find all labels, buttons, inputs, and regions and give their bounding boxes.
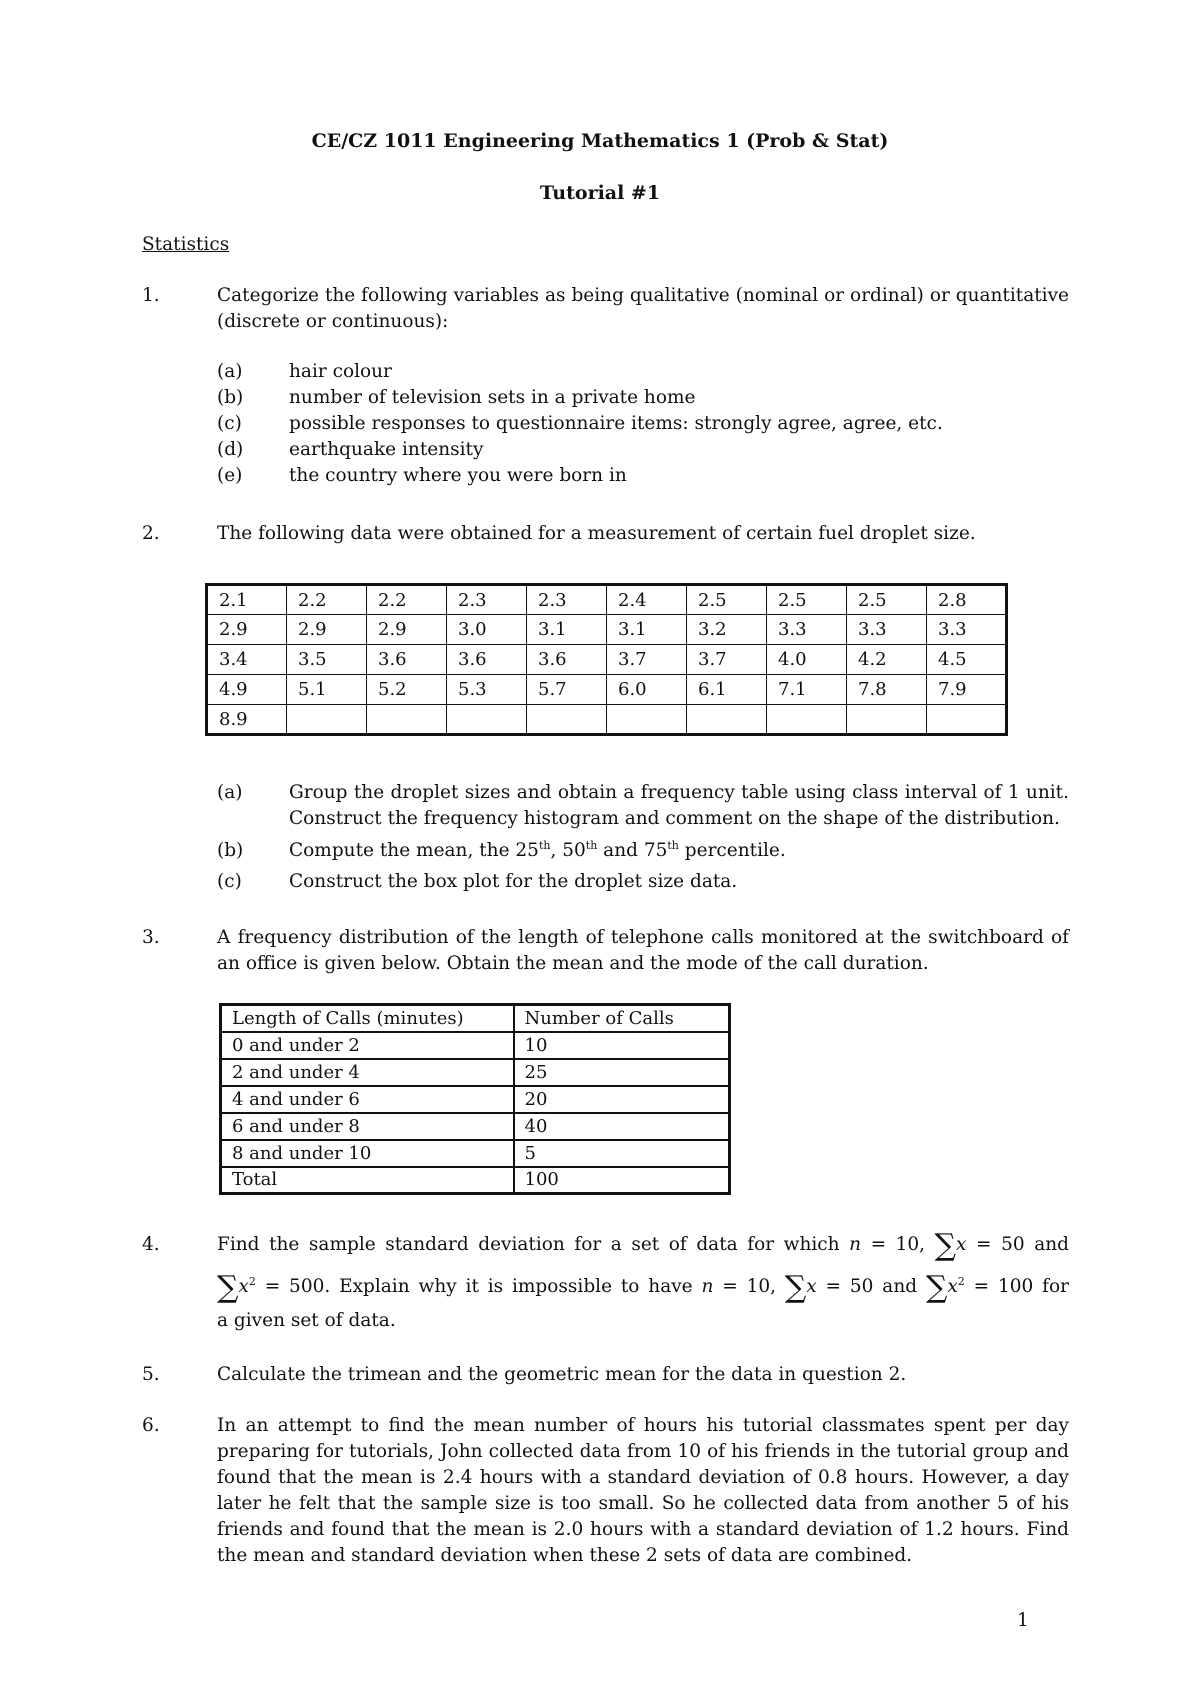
table-cell: Total <box>221 1167 514 1194</box>
q1-item-label: (a) <box>217 361 243 382</box>
table-cell: 2.9 <box>287 615 367 645</box>
table-cell: 25 <box>514 1059 730 1086</box>
q3-text: A frequency distribution of the length of telephone calls monitored at the switchboard of an office is given below. Obtain the mean and the mode of the call duration. <box>217 927 1069 974</box>
call-length-table <box>219 1003 731 1195</box>
table-cell: 3.3 <box>847 615 927 645</box>
q4-number: 4. <box>142 1234 160 1255</box>
q2-number: 2. <box>142 523 160 544</box>
table-cell: 5.1 <box>287 675 367 705</box>
table-cell: 2.9 <box>367 615 447 645</box>
table-cell: 3.3 <box>927 615 1007 645</box>
table-cell: 5 <box>514 1140 730 1167</box>
q2-c-text: Construct the box plot for the droplet size data. <box>289 871 738 892</box>
table-cell: 2.5 <box>687 585 767 615</box>
table-cell: 2.5 <box>767 585 847 615</box>
table-cell: 3.2 <box>687 615 767 645</box>
table-row <box>221 1032 730 1059</box>
table-cell: 4.0 <box>767 645 847 675</box>
q2-a-label: (a) <box>217 782 243 803</box>
table-cell: 2.2 <box>367 585 447 615</box>
q1-item-text: the country where you were born in <box>289 465 627 486</box>
q3-number: 3. <box>142 927 160 948</box>
table-cell: 20 <box>514 1086 730 1113</box>
table-cell <box>687 705 767 735</box>
table-cell: 6 and under 8 <box>221 1113 514 1140</box>
table-cell <box>287 705 367 735</box>
table-cell: 7.1 <box>767 675 847 705</box>
table-cell: 7.9 <box>927 675 1007 705</box>
table-cell: 4.2 <box>847 645 927 675</box>
table-cell: 5.7 <box>527 675 607 705</box>
table-cell: 6.0 <box>607 675 687 705</box>
q1-item-text: possible responses to questionnaire items: strongly agree, agree, etc. <box>289 413 943 434</box>
table-cell: 8 and under 10 <box>221 1140 514 1167</box>
table-row <box>207 615 1007 645</box>
table-row <box>207 705 1007 735</box>
table-row <box>207 585 1007 615</box>
table-cell: 3.1 <box>607 615 687 645</box>
table-cell: 2.8 <box>927 585 1007 615</box>
q4-line-3: a given set of data. <box>217 1310 396 1331</box>
table-header-cell: Number of Calls <box>514 1005 730 1032</box>
table-cell: 4.5 <box>927 645 1007 675</box>
table-cell: 2.9 <box>207 615 287 645</box>
q1-item-text: earthquake intensity <box>289 439 484 460</box>
table-cell: 100 <box>514 1167 730 1194</box>
table-cell: 7.8 <box>847 675 927 705</box>
table-cell <box>367 705 447 735</box>
table-cell: 2.1 <box>207 585 287 615</box>
table-cell: 0 and under 2 <box>221 1032 514 1059</box>
section-heading: Statistics <box>142 234 230 255</box>
q2-a-text: Group the droplet sizes and obtain a frequency table using class interval of 1 unit. Construct the frequency histogram and comment on the shape of the distribution. <box>289 782 1069 829</box>
table-cell: 40 <box>514 1113 730 1140</box>
table-header-row <box>221 1005 730 1032</box>
table-row <box>221 1113 730 1140</box>
q2-b-label: (b) <box>217 840 244 861</box>
table-cell <box>447 705 527 735</box>
table-cell <box>527 705 607 735</box>
q1-item-label: (b) <box>217 387 244 408</box>
table-cell <box>607 705 687 735</box>
table-cell: 3.4 <box>207 645 287 675</box>
table-cell: 4 and under 6 <box>221 1086 514 1113</box>
table-cell: 8.9 <box>207 705 287 735</box>
table-cell: 2.5 <box>847 585 927 615</box>
table-cell: 2.2 <box>287 585 367 615</box>
q2-text: The following data were obtained for a measurement of certain fuel droplet size. <box>217 523 976 544</box>
q5-number: 5. <box>142 1364 160 1385</box>
table-cell: 2.3 <box>447 585 527 615</box>
table-row <box>221 1086 730 1113</box>
q1-item-label: (d) <box>217 439 244 460</box>
table-cell <box>767 705 847 735</box>
table-cell: 3.3 <box>767 615 847 645</box>
q1-item-label: (e) <box>217 465 243 486</box>
table-cell: 6.1 <box>687 675 767 705</box>
table-cell <box>847 705 927 735</box>
tutorial-title: Tutorial #1 <box>539 182 661 204</box>
table-cell: 5.3 <box>447 675 527 705</box>
page-number: 1 <box>1017 1610 1029 1631</box>
table-cell: 2.3 <box>527 585 607 615</box>
table-cell <box>927 705 1007 735</box>
table-cell: 3.6 <box>367 645 447 675</box>
q1-text: Categorize the following variables as being qualitative (nominal or ordinal) or quantitative (discrete or continuous): <box>217 285 1069 332</box>
table-row <box>207 645 1007 675</box>
q4-line-2: $\sum x^2 = 500$. Explain why it is impossible to have n = 10, ∑x = 50 and $\sum x^2 = 100$ for <box>217 1270 1069 1305</box>
q2-c-label: (c) <box>217 871 242 892</box>
table-cell: 4.9 <box>207 675 287 705</box>
table-cell: 10 <box>514 1032 730 1059</box>
table-cell: 3.0 <box>447 615 527 645</box>
table-cell: 2.4 <box>607 585 687 615</box>
course-title: CE/CZ 1011 Engineering Mathematics 1 (Prob & Stat) <box>311 130 889 152</box>
table-row <box>207 675 1007 705</box>
droplet-data-table <box>205 583 1008 736</box>
q2-b-text: Compute the mean, the 25th, 50th and 75th percentile. <box>289 838 786 861</box>
table-cell: 5.2 <box>367 675 447 705</box>
q4-line-1: Find the sample standard deviation for a set of data for which n = 10, ∑x = 50 and <box>217 1228 1069 1263</box>
q6-number: 6. <box>142 1415 160 1436</box>
table-row <box>221 1059 730 1086</box>
table-row <box>221 1140 730 1167</box>
q1-item-label: (c) <box>217 413 242 434</box>
table-cell: 3.7 <box>687 645 767 675</box>
table-cell: 2 and under 4 <box>221 1059 514 1086</box>
table-row <box>221 1167 730 1194</box>
q5-text: Calculate the trimean and the geometric mean for the data in question 2. <box>217 1364 907 1385</box>
table-header-cell: Length of Calls (minutes) <box>221 1005 514 1032</box>
table-cell: 3.7 <box>607 645 687 675</box>
table-cell: 3.6 <box>527 645 607 675</box>
q1-item-text: number of television sets in a private home <box>289 387 696 408</box>
table-cell: 3.1 <box>527 615 607 645</box>
q1-item-text: hair colour <box>289 361 392 382</box>
q6-text: In an attempt to find the mean number of hours his tutorial classmates spent per day preparing for tutorials, John collected data from 10 of his friends in the tutorial group and found that the mean is 2.4 hours with a standard deviation of 0.8 hours. However, a day later he felt that the sample size is too small. So he collected data from another 5 of his friends and found that the mean is 2.0 hours with a standard deviation of 1.2 hours. Find the mean and standard deviation when these 2 sets of data are combined. <box>217 1415 1069 1566</box>
table-cell: 3.6 <box>447 645 527 675</box>
q1-number: 1. <box>142 285 160 306</box>
table-cell: 3.5 <box>287 645 367 675</box>
